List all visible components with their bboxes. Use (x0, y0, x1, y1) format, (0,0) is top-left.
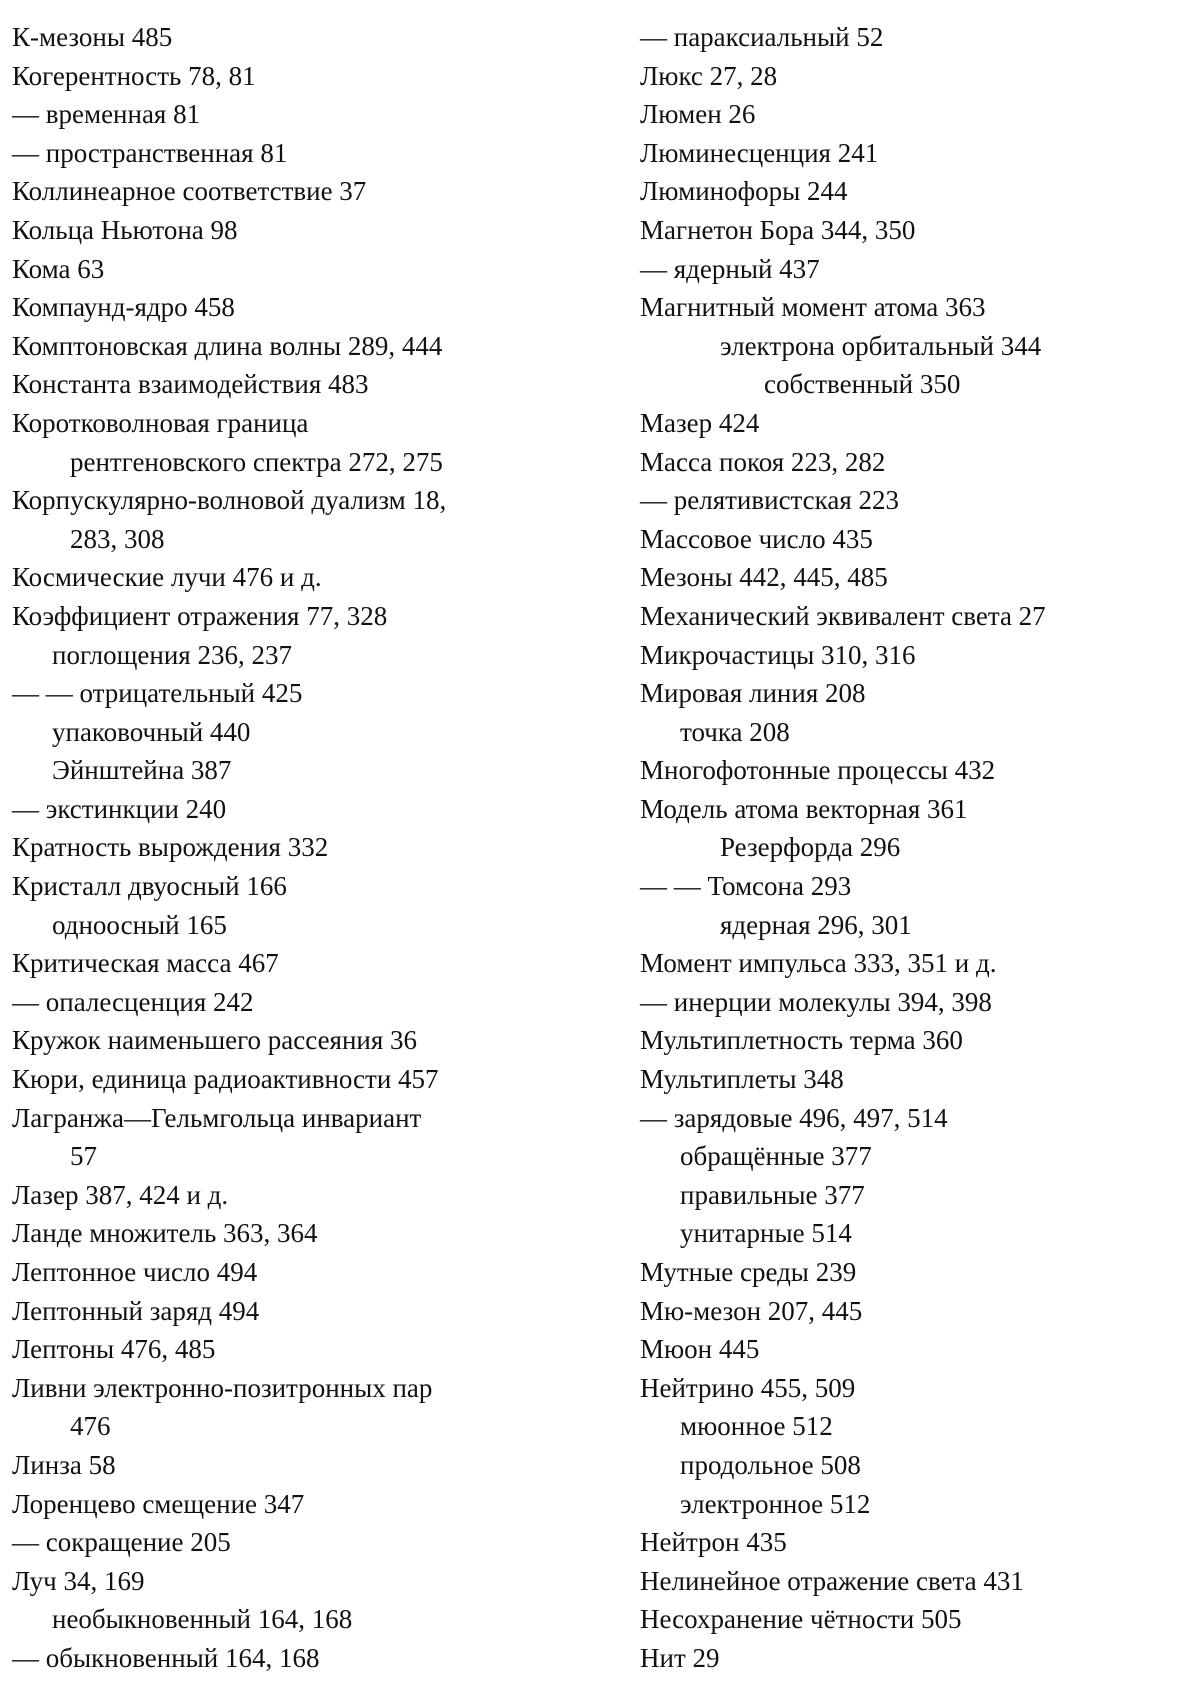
index-entry: рентгеновского спектра 272, 275 (70, 446, 443, 477)
index-entry: унитарные 514 (680, 1218, 852, 1249)
index-entry: правильные 377 (680, 1179, 865, 1210)
index-entry: Нит 29 (640, 1642, 720, 1673)
index-entry: Микрочастицы 310, 316 (640, 639, 916, 670)
index-entry: Несохранение чётности 505 (640, 1604, 962, 1635)
index-entry: — пространственная 81 (12, 137, 288, 168)
index-entry: — опалесценция 242 (12, 986, 254, 1017)
index-entry: Многофотонные процессы 432 (640, 755, 996, 786)
index-entry: Массовое число 435 (640, 523, 873, 554)
index-entry: Комптоновская длина волны 289, 444 (12, 330, 443, 361)
index-entry: Кюри, единица радиоактивности 457 (12, 1064, 439, 1095)
index-entry: 57 (70, 1141, 97, 1172)
index-entry: Момент импульса 333, 351 и д. (640, 948, 997, 979)
index-entry: Люминофоры 244 (640, 176, 848, 207)
index-entry: одноосный 165 (52, 909, 227, 940)
index-entry: поглощения 236, 237 (52, 639, 292, 670)
index-entry: Люмен 26 (640, 99, 756, 130)
index-column-left (12, 18, 612, 1678)
index-entry: 283, 308 (70, 523, 165, 554)
index-entry: Магнитный момент атома 363 (640, 292, 986, 323)
index-column-right (640, 18, 1200, 1678)
index-entry: собственный 350 (764, 369, 961, 400)
index-entry: Нейтрон 435 (640, 1527, 787, 1558)
index-entry: Мультиплетность терма 360 (640, 1025, 963, 1056)
index-entry: Нейтрино 455, 509 (640, 1372, 856, 1403)
index-entry: упаковочный 440 (52, 716, 251, 747)
index-entry: Ланде множитель 363, 364 (12, 1218, 318, 1249)
index-entry: Эйнштейна 387 (52, 755, 232, 786)
index-entry: Люминесценция 241 (640, 137, 879, 168)
index-entry: Механический эквивалент света 27 (640, 600, 1046, 631)
index-entry: Магнетон Бора 344, 350 (640, 214, 916, 245)
index-entry: Мультиплеты 348 (640, 1064, 844, 1095)
index-entry: — ядерный 437 (640, 253, 820, 284)
index-entry: Лагранжа—Гельмгольца инвариант (12, 1102, 422, 1133)
index-entry: Коротковолновая граница (12, 407, 309, 438)
index-entry: Мю-мезон 207, 445 (640, 1295, 863, 1326)
index-entry: Кома 63 (12, 253, 105, 284)
index-entry: Лоренцево смещение 347 (12, 1488, 305, 1519)
index-entry: Кружок наименьшего рассеяния 36 (12, 1025, 418, 1056)
index-entry: — — отрицательный 425 (12, 678, 303, 709)
index-entry: Мутные среды 239 (640, 1257, 857, 1287)
index-entry: обращённые 377 (680, 1141, 872, 1172)
index-entry: — инерции молекулы 394, 398 (640, 986, 992, 1017)
index-entry: Масса покоя 223, 282 (640, 446, 886, 477)
index-entry: — — Томсона 293 (640, 871, 852, 902)
index-entry: Мезоны 442, 445, 485 (640, 562, 888, 593)
index-entry: Критическая масса 467 (12, 948, 279, 979)
index-entry: Ливни электронно-позитронных пар (12, 1372, 433, 1403)
index-entry: Лептонный заряд 494 (12, 1295, 260, 1326)
index-entry: Кольца Ньютона 98 (12, 214, 238, 245)
index-entry: Линза 58 (12, 1449, 116, 1480)
index-entry: электрона орбитальный 344 (720, 330, 1042, 361)
index-entry: — временная 81 (12, 99, 201, 130)
index-entry: Константа взаимодействия 483 (12, 369, 369, 400)
index-entry: Корпускулярно-волновой дуализм 18, (12, 485, 447, 516)
index-entry: Кратность вырождения 332 (12, 832, 329, 863)
index-entry: — релятивистская 223 (640, 485, 900, 516)
index-entry: продольное 508 (680, 1449, 861, 1480)
index-entry: Модель атома векторная 361 (640, 793, 968, 824)
index-entry: Когерентность 78, 81 (12, 60, 256, 91)
index-entry: Луч 34, 169 (12, 1565, 145, 1596)
index-entry: Нелинейное отражение света 431 (640, 1565, 1024, 1596)
index-entry: мюонное 512 (680, 1411, 833, 1442)
index-entry: — экстинкции 240 (12, 793, 227, 824)
index-entry: Мюон 445 (640, 1334, 760, 1365)
index-entry: Коэффициент отражения 77, 328 (12, 600, 388, 631)
index-entry: Лазер 387, 424 и д. (12, 1179, 229, 1210)
index-entry: необыкновенный 164, 168 (52, 1604, 353, 1635)
index-entry: Мазер 424 (640, 407, 760, 438)
index-entry: Лептонное число 494 (12, 1257, 258, 1287)
index-entry: Люкс 27, 28 (640, 60, 778, 91)
index-entry: электронное 512 (680, 1488, 871, 1519)
index-entry: — обыкновенный 164, 168 (12, 1642, 320, 1673)
index-entry: ядерная 296, 301 (720, 909, 912, 940)
index-entry: Резерфорда 296 (720, 832, 901, 863)
index-entry: 476 (70, 1411, 111, 1442)
index-entry: Мировая линия 208 (640, 678, 866, 709)
index-entry: Кристалл двуосный 166 (12, 871, 287, 902)
index-entry: — сокращение 205 (12, 1527, 231, 1558)
index-entry: К-мезоны 485 (12, 22, 173, 52)
index-entry: Коллинеарное соответствие 37 (12, 176, 367, 207)
index-entry: Лептоны 476, 485 (12, 1334, 216, 1365)
index-entry: точка 208 (680, 716, 790, 747)
index-entry: Космические лучи 476 и д. (12, 562, 322, 593)
index-entry: — зарядовые 496, 497, 514 (640, 1102, 948, 1133)
index-entry: Компаунд-ядро 458 (12, 292, 235, 323)
index-entry: — параксиальный 52 (640, 22, 884, 52)
